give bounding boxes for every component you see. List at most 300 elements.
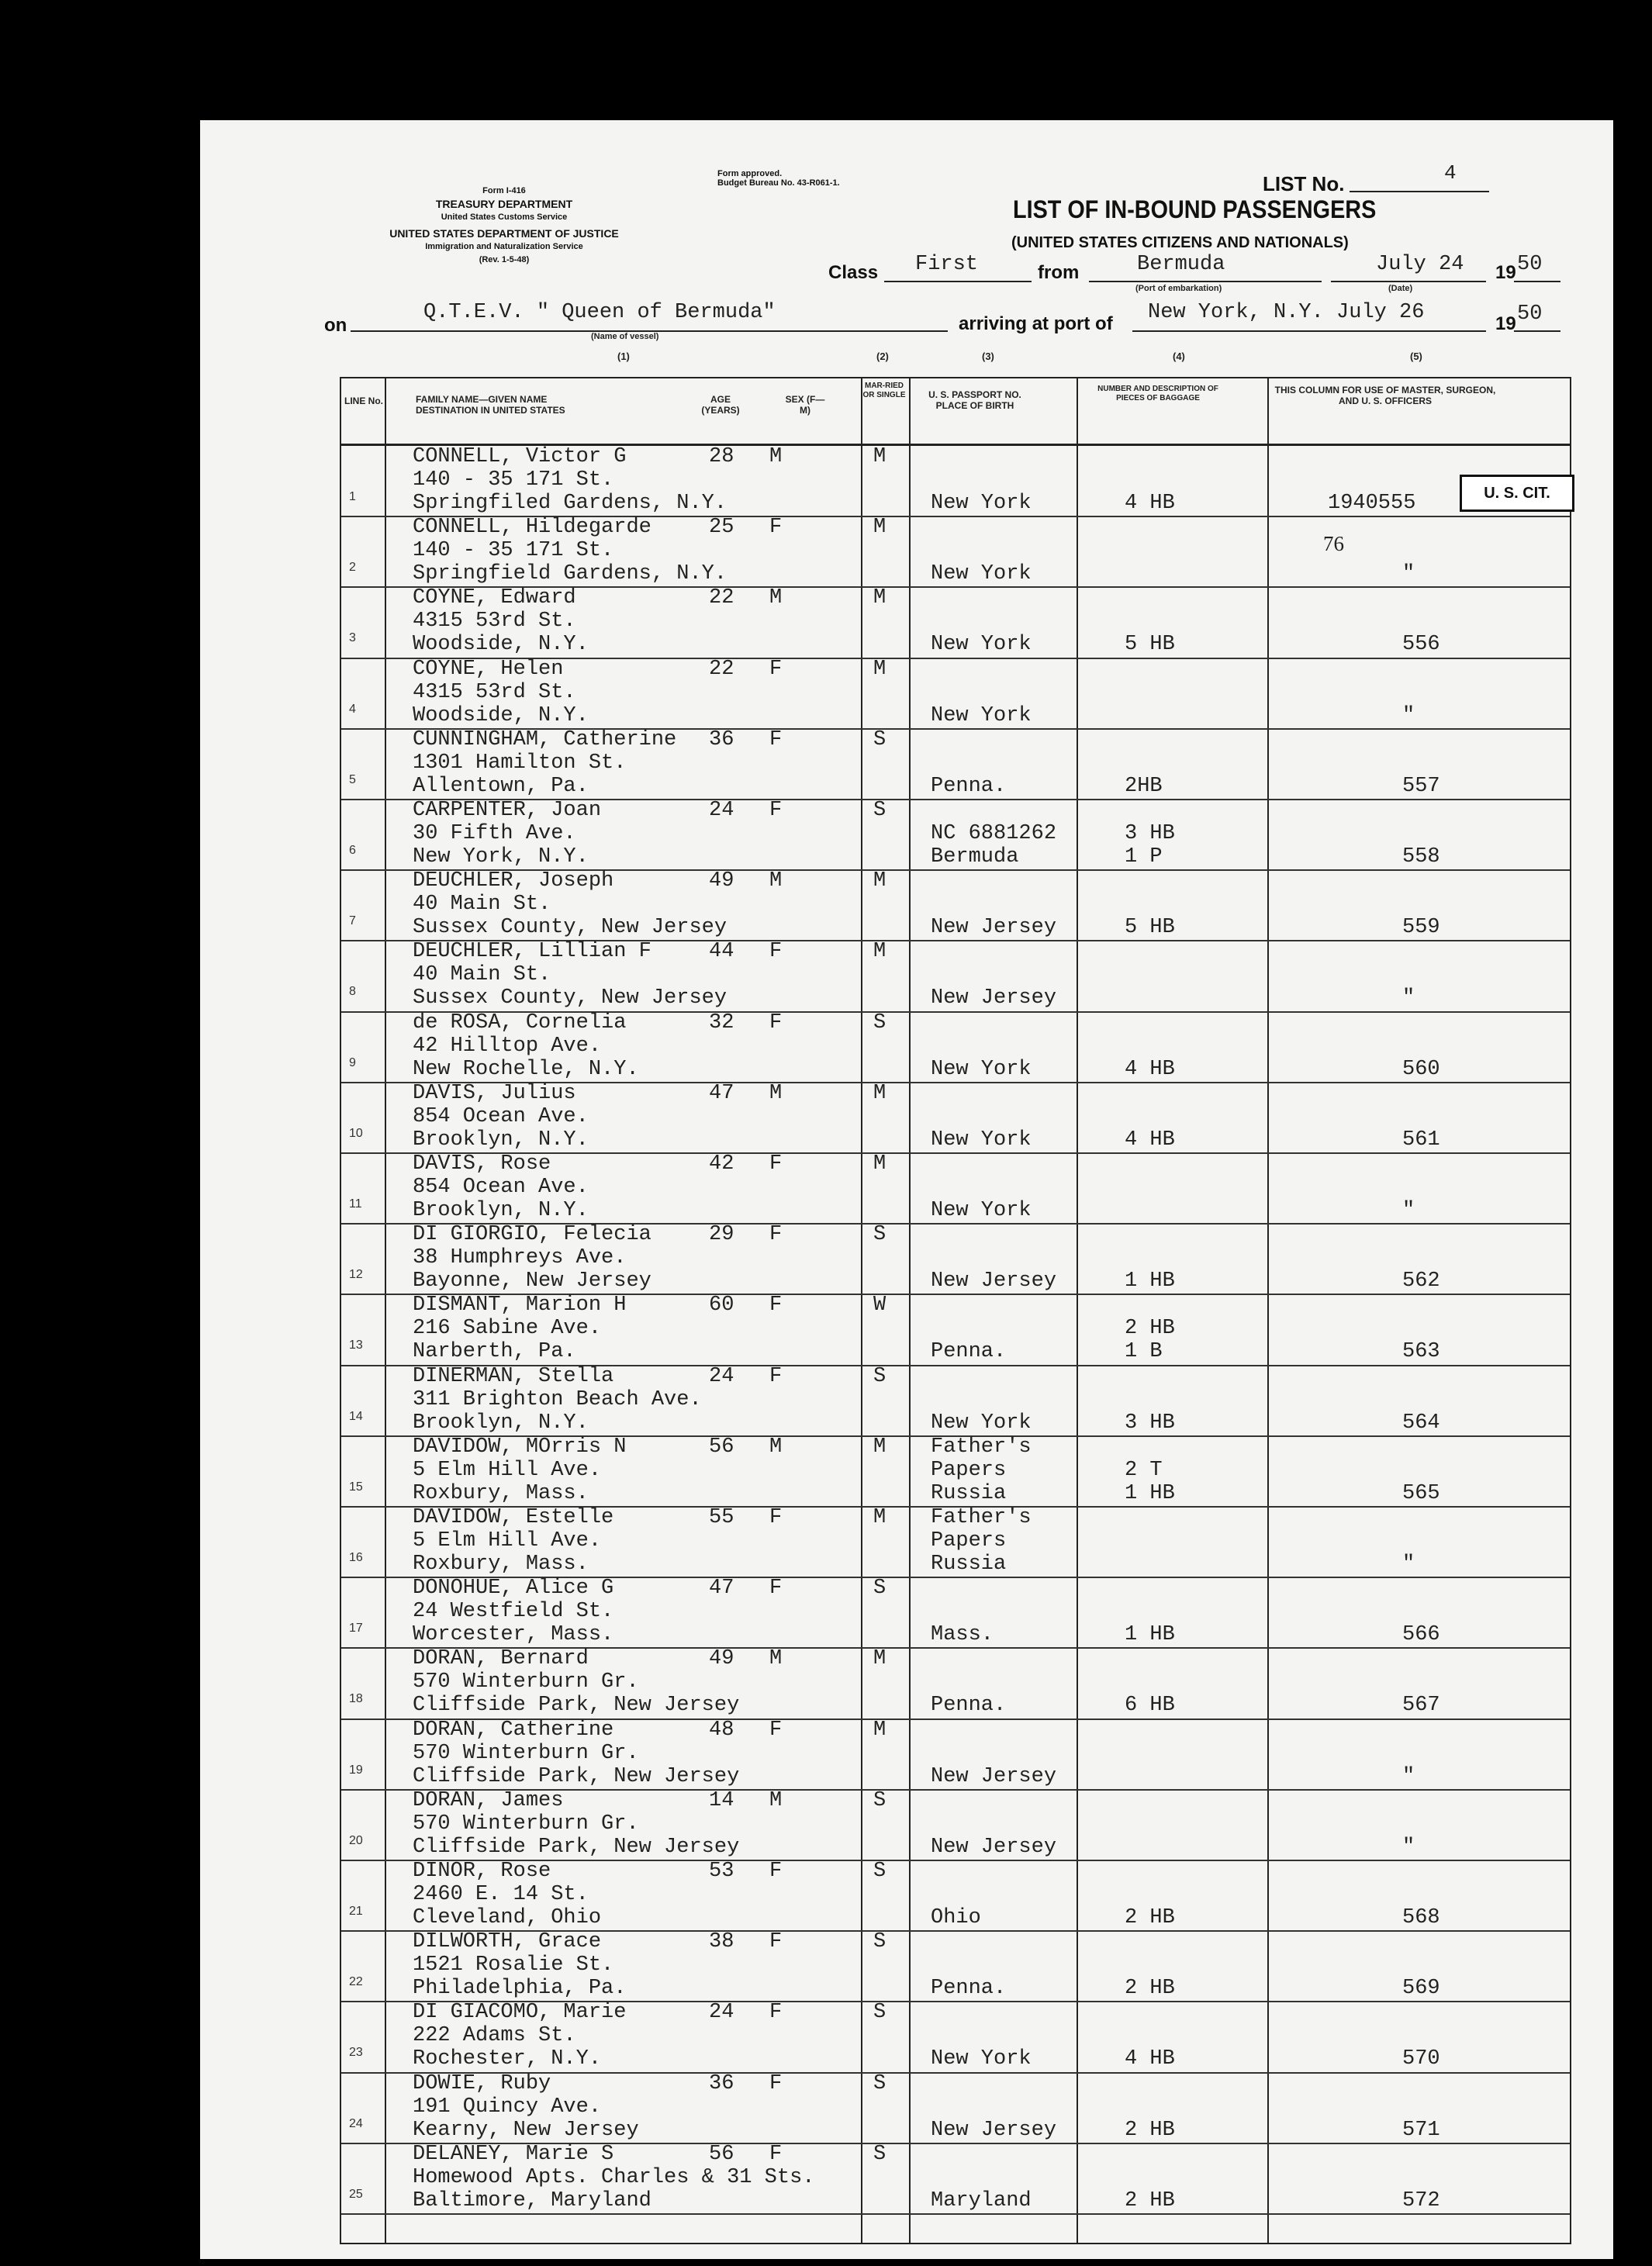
age: 38 [709,1930,734,1954]
marital-status: S [873,1577,886,1601]
marital-status: M [873,1152,886,1176]
table-row [341,586,1570,658]
passport-note: Father's [931,1506,1032,1529]
baggage-line-1: 2 T [1125,1458,1163,1482]
officer-note: " [1402,703,1415,727]
marital-status: M [873,1718,886,1742]
address-line-2: Sussex County, New Jersey [413,986,728,1010]
address-line-1: 30 Fifth Ave. [413,822,576,845]
baggage-line-1: 2 HB [1125,1317,1175,1341]
list-number-line [1350,191,1489,192]
passenger-name: DAVIDOW, MOrris N [413,1435,627,1459]
officer-note: 562 [1402,1269,1440,1294]
place-of-birth: New York [931,703,1032,727]
line-number: 20 [349,1833,363,1847]
line-number: 18 [349,1692,363,1706]
table-row [341,1435,1570,1508]
class-label: Class [828,262,879,283]
baggage-line-2: 1 B [1125,1340,1163,1364]
header-officers: THIS COLUMN FOR USE OF MASTER, SURGEON, AND U. S. OFFICERS [1274,385,1496,406]
marital-status: S [873,1860,886,1883]
table-row [341,1152,1570,1225]
from-label: from [1038,262,1080,283]
sex: F [769,1930,783,1954]
officer-note: " [1402,1835,1415,1859]
line-number: 12 [349,1268,363,1282]
sex: M [769,869,783,893]
address-line-2: Brooklyn, N.Y. [413,1128,589,1152]
line-number: 15 [349,1480,363,1494]
table-row [341,1011,1570,1083]
place-of-birth: Russia [931,1481,1007,1505]
date-line [1331,281,1486,282]
dept-justice: UNITED STATES DEPARTMENT OF JUSTICE [389,227,619,240]
passenger-name: CUNNINGHAM, Catherine [413,727,677,751]
sex: F [769,799,783,822]
sex: M [769,1435,783,1459]
marital-status: S [873,727,886,751]
address-line-1: 222 Adams St. [413,2024,576,2048]
baggage-line-2: 4 HB [1125,2047,1175,2071]
line-number: 1 [349,490,356,503]
table-row [341,1294,1570,1366]
sex: M [769,445,783,468]
year2-suffix: 50 [1517,302,1543,326]
baggage-line-2: 1 HB [1125,1623,1175,1647]
passport-number: Papers [931,1458,1007,1482]
table-row [341,1365,1570,1437]
sex: F [769,1577,783,1601]
address-line-1: 38 Humphreys Ave. [413,1246,627,1270]
line-number: 5 [349,772,356,786]
place-of-birth: New York [931,1411,1032,1435]
address-line-2: Kearny, New Jersey [413,2118,639,2142]
address-line-2: Narberth, Pa. [413,1340,576,1364]
year2-line [1514,330,1560,332]
officer-note: 570 [1402,2047,1440,2071]
officer-note: " [1402,562,1415,586]
sex: F [769,727,783,751]
age: 24 [709,1364,734,1388]
passenger-name: DI GIACOMO, Marie [413,2001,627,2025]
sex: F [769,1860,783,1883]
header-line-no: LINE No. [344,396,383,406]
marital-status: S [873,799,886,822]
vessel-name: Q.T.E.V. " Queen of Bermuda" [423,301,776,324]
address-line-1: 140 - 35 171 St. [413,539,614,563]
sex: F [769,1718,783,1742]
passenger-name: DI GIORGIO, Felecia [413,1223,651,1247]
table-header [341,378,1570,446]
officer-note: 559 [1402,916,1440,940]
line-number: 21 [349,1905,363,1918]
table-row [341,445,1570,517]
place-of-birth: New York [931,1057,1032,1081]
line-number: 22 [349,1975,363,1989]
table-row [341,940,1570,1012]
form-approval [717,169,840,188]
passenger-name: DAVIS, Julius [413,1081,576,1105]
sex: F [769,1364,783,1388]
header-name: FAMILY NAME—GIVEN NAME DESTINATION IN UNITED STATES [416,394,565,416]
sex: F [769,657,783,681]
table-row [341,2072,1570,2144]
address-line-2: Springfiled Gardens, N.Y. [413,492,728,515]
marital-status: M [873,940,886,964]
passenger-name: DORAN, James [413,1788,564,1812]
class-value: First [915,253,979,276]
table-row [341,1718,1570,1791]
column-number-2: (2) [876,351,889,362]
line-number: 14 [349,1409,363,1423]
address-line-1: 42 Hilltop Ave. [413,1034,602,1058]
age: 29 [709,1223,734,1247]
baggage-line-2: 4 HB [1125,1128,1175,1152]
age: 24 [709,2001,734,2025]
officer-note: 556 [1402,633,1440,657]
form-number: Form I-416 [482,186,526,195]
table-row [341,1082,1570,1154]
list-number-label: LIST No. [1263,172,1345,195]
officer-note: 572 [1402,2188,1440,2212]
place-of-birth: New York [931,633,1032,657]
header-sex: SEX (F—M) [785,394,825,416]
place-of-birth: Penna. [931,1340,1007,1364]
age: 36 [709,727,734,751]
marital-status: S [873,2142,886,2166]
sex: M [769,1647,783,1671]
line-number: 3 [349,631,356,645]
vessel-label: (Name of vessel) [591,332,659,341]
officer-note: 560 [1402,1057,1440,1081]
place-of-birth: Maryland [931,2188,1032,2212]
address-line-1: 1301 Hamilton St. [413,751,627,775]
marital-status: W [873,1294,886,1318]
table-row [341,1647,1570,1719]
address-line-2: Brooklyn, N.Y. [413,1199,589,1222]
table-row [341,1930,1570,2002]
officer-note: 566 [1402,1623,1440,1647]
passenger-table [340,377,1571,2244]
passenger-name: COYNE, Edward [413,586,576,610]
address-line-1: 40 Main St. [413,893,551,917]
marital-status: S [873,1010,886,1035]
address-line-1: 4315 53rd St. [413,680,576,704]
address-line-1: 2460 E. 14 St. [413,1883,589,1906]
age: 56 [709,1435,734,1459]
baggage-line-1: 3 HB [1125,822,1175,845]
age: 32 [709,1010,734,1035]
passenger-name: CONNELL, Hildegarde [413,516,651,540]
sex: F [769,1152,783,1176]
from-line [1089,281,1322,282]
address-line-2: Springfield Gardens, N.Y. [413,562,728,586]
address-line-1: 570 Winterburn Gr. [413,1741,639,1765]
address-line-1: 4315 53rd St. [413,610,576,634]
baggage-line-2: 1 HB [1125,1269,1175,1294]
line-number: 2 [349,561,356,575]
address-line-2: Rochester, N.Y. [413,2047,602,2071]
port-embark-label: (Port of embarkation) [1135,284,1222,293]
list-number-value: 4 [1444,161,1457,185]
passenger-name: DORAN, Catherine [413,1718,614,1742]
form-revision: (Rev. 1-5-48) [479,255,530,264]
place-of-birth: New York [931,1199,1032,1222]
marital-status: M [873,1647,886,1671]
officer-note: " [1402,1199,1415,1222]
line-number: 17 [349,1622,363,1636]
passenger-name: DEUCHLER, Joseph [413,869,614,893]
address-line-1: 191 Quincy Ave. [413,2095,602,2119]
marital-status: M [873,657,886,681]
line-number: 10 [349,1126,363,1140]
officer-note: " [1402,986,1415,1010]
passenger-name: de ROSA, Cornelia [413,1010,627,1035]
address-line-2: New Rochelle, N.Y. [413,1057,639,1081]
passport-number: NC 6881262 [931,822,1057,845]
place-of-birth: Mass. [931,1623,994,1647]
arrival-port-line [1132,330,1486,332]
passenger-name: COYNE, Helen [413,657,564,681]
column-number-3: (3) [982,351,994,362]
dept-treasury: TREASURY DEPARTMENT [435,198,573,210]
baggage-line-2: 1 P [1125,845,1163,869]
officer-note: 558 [1402,845,1440,869]
passenger-name: DAVIDOW, Estelle [413,1506,614,1529]
address-line-1: 311 Brighton Beach Ave. [413,1387,702,1411]
table-row [341,2143,1570,2215]
officer-note: 563 [1402,1340,1440,1364]
age: 49 [709,869,734,893]
baggage-line-2: 1 HB [1125,1481,1175,1505]
address-line-2: Bayonne, New Jersey [413,1269,651,1294]
age: 49 [709,1647,734,1671]
address-line-2: Cliffside Park, New Jersey [413,1835,740,1859]
sex: F [769,1294,783,1318]
line-number: 16 [349,1551,363,1564]
sex: F [769,940,783,964]
table-row [341,869,1570,941]
table-row [341,516,1570,588]
age: 60 [709,1294,734,1318]
from-value: Bermuda [1137,253,1225,276]
address-line-2: Cliffside Park, New Jersey [413,1694,740,1718]
address-line-2: Cliffside Park, New Jersey [413,1764,740,1788]
sex: M [769,1081,783,1105]
baggage-line-2: 3 HB [1125,1411,1175,1435]
address-line-1: 854 Ocean Ave. [413,1104,589,1128]
place-of-birth: New Jersey [931,1269,1057,1294]
baggage-line-2: 4 HB [1125,492,1175,515]
age: 56 [709,2142,734,2166]
place-of-birth: Penna. [931,1694,1007,1718]
line-number: 11 [349,1197,362,1211]
passenger-name: DONOHUE, Alice G [413,1577,614,1601]
address-line-2: Woodside, N.Y. [413,633,589,657]
marital-status: M [873,516,886,540]
marital-status: M [873,1435,886,1459]
address-line-2: Philadelphia, Pa. [413,1977,627,2001]
age: 47 [709,1577,734,1601]
baggage-line-2: 2 HB [1125,2188,1175,2212]
line-number: 4 [349,702,356,716]
age: 53 [709,1860,734,1883]
age: 47 [709,1081,734,1105]
year-line [1514,281,1560,282]
place-of-birth: New Jersey [931,1764,1057,1788]
marital-status: S [873,1930,886,1954]
place-of-birth: Russia [931,1553,1007,1576]
address-line-2: Roxbury, Mass. [413,1553,589,1576]
officer-note: 567 [1402,1694,1440,1718]
address-line-2: Allentown, Pa. [413,774,589,798]
baggage-line-2: 5 HB [1125,633,1175,657]
sex: F [769,1010,783,1035]
address-line-1: 5 Elm Hill Ave. [413,1458,602,1482]
address-line-1: 140 - 35 171 St. [413,468,614,492]
baggage-line-2: 5 HB [1125,916,1175,940]
age: 36 [709,2071,734,2095]
age: 48 [709,1718,734,1742]
marital-status: S [873,1223,886,1247]
place-of-birth: Ohio [931,1906,981,1929]
age: 24 [709,799,734,822]
column-number-1: (1) [617,351,630,362]
address-line-1: 570 Winterburn Gr. [413,1670,639,1694]
baggage-line-2: 2 HB [1125,1977,1175,2001]
age: 44 [709,940,734,964]
officer-note: 561 [1402,1128,1440,1152]
marital-status: M [873,1506,886,1529]
officer-note: " [1402,1764,1415,1788]
place-of-birth: New York [931,2047,1032,2071]
sex: M [769,586,783,610]
address-line-2: Cleveland, Ohio [413,1906,602,1929]
address-line-2: Brooklyn, N.Y. [413,1411,589,1435]
marital-status: M [873,869,886,893]
age: 22 [709,657,734,681]
marital-status: S [873,2071,886,2095]
age: 28 [709,445,734,468]
passenger-name: DEUCHLER, Lillian F [413,940,651,964]
address-line-1: 1521 Rosalie St. [413,1953,614,1978]
header-passport: U. S. PASSPORT NO. PLACE OF BIRTH [928,389,1021,411]
officer-note: 571 [1402,2118,1440,2142]
address-line-2: Roxbury, Mass. [413,1481,589,1505]
baggage-line-2: 2HB [1125,774,1163,798]
passport-number: Papers [931,1529,1007,1553]
officer-note: " [1402,1553,1415,1576]
officer-note: 569 [1402,1977,1440,2001]
dept-immigration: Immigration and Naturalization Service [425,242,583,251]
age: 55 [709,1506,734,1529]
place-of-birth: New York [931,562,1032,586]
date-label: (Date) [1388,284,1413,293]
line-number: 25 [349,2187,363,2201]
officer-note: 564 [1402,1411,1440,1435]
place-of-birth: Penna. [931,1977,1007,2001]
place-of-birth: New York [931,1128,1032,1152]
place-of-birth: New Jersey [931,2118,1057,2142]
year-suffix: 50 [1517,253,1543,276]
passenger-name: DOWIE, Ruby [413,2071,551,2095]
address-line-2: Worcester, Mass. [413,1623,614,1647]
passenger-name: DINOR, Rose [413,1860,551,1883]
address-line-1: 40 Main St. [413,963,551,987]
table-row [341,658,1570,730]
header-married: MAR-RIED OR SINGLE [862,382,906,399]
passenger-name: DISMANT, Marion H [413,1294,627,1318]
place-of-birth: New Jersey [931,916,1057,940]
age: 22 [709,586,734,610]
passenger-name: DINERMAN, Stella [413,1364,614,1388]
place-of-birth: New Jersey [931,986,1057,1010]
address-line-1: Homewood Apts. Charles & 31 Sts. [413,2165,815,2189]
passenger-name: DILWORTH, Grace [413,1930,602,1954]
table-row [341,1223,1570,1295]
marital-status: S [873,1364,886,1388]
passenger-name: CARPENTER, Joan [413,799,602,822]
sex: M [769,1788,783,1812]
column-number-5: (5) [1410,351,1422,362]
age: 42 [709,1152,734,1176]
approval-line-2: Budget Bureau No. 43-R061-1. [717,178,840,188]
sex: F [769,2071,783,2095]
address-line-2: Woodside, N.Y. [413,703,589,727]
address-line-2: New York, N.Y. [413,845,589,869]
line-number: 7 [349,914,356,928]
header-age: AGE (YEARS) [701,394,740,416]
on-label: on [324,315,347,336]
line-number: 23 [349,2046,363,2060]
table-row [341,1860,1570,1932]
sex: F [769,516,783,540]
officer-note: 565 [1402,1481,1440,1505]
place-of-birth: New Jersey [931,1835,1057,1859]
year-prefix: 19 [1495,262,1516,283]
place-of-birth: Bermuda [931,845,1019,869]
marital-status: M [873,445,886,468]
age: 14 [709,1788,734,1812]
place-of-birth: New York [931,492,1032,515]
passenger-name: DAVIS, Rose [413,1152,551,1176]
address-line-1: 24 Westfield St. [413,1600,614,1624]
baggage-line-2: 2 HB [1125,1906,1175,1929]
table-row [341,1577,1570,1649]
marital-status: S [873,2001,886,2025]
header-baggage: NUMBER AND DESCRIPTION OF PIECES OF BAGGAGE [1097,385,1218,402]
us-citizen-stamp: U. S. CIT. [1460,475,1574,512]
officer-note: 1940555 [1328,492,1416,515]
table-row [341,1506,1570,1578]
line-number: 6 [349,844,356,857]
sex: F [769,1506,783,1529]
address-line-1: 216 Sabine Ave. [413,1317,602,1341]
table-row [341,2001,1570,2073]
baggage-line-2: 6 HB [1125,1694,1175,1718]
table-row [341,728,1570,800]
passport-note: Father's [931,1435,1032,1459]
address-line-1: 5 Elm Hill Ave. [413,1529,602,1553]
year2-prefix: 19 [1495,313,1516,334]
baggage-line-2: 4 HB [1125,1057,1175,1081]
margin-note: 76 [1323,532,1344,555]
sex: F [769,1223,783,1247]
address-line-1: 570 Winterburn Gr. [413,1812,639,1836]
approval-line-1: Form approved. [717,169,783,178]
table-row [341,1789,1570,1861]
passenger-name: DORAN, Bernard [413,1647,589,1671]
